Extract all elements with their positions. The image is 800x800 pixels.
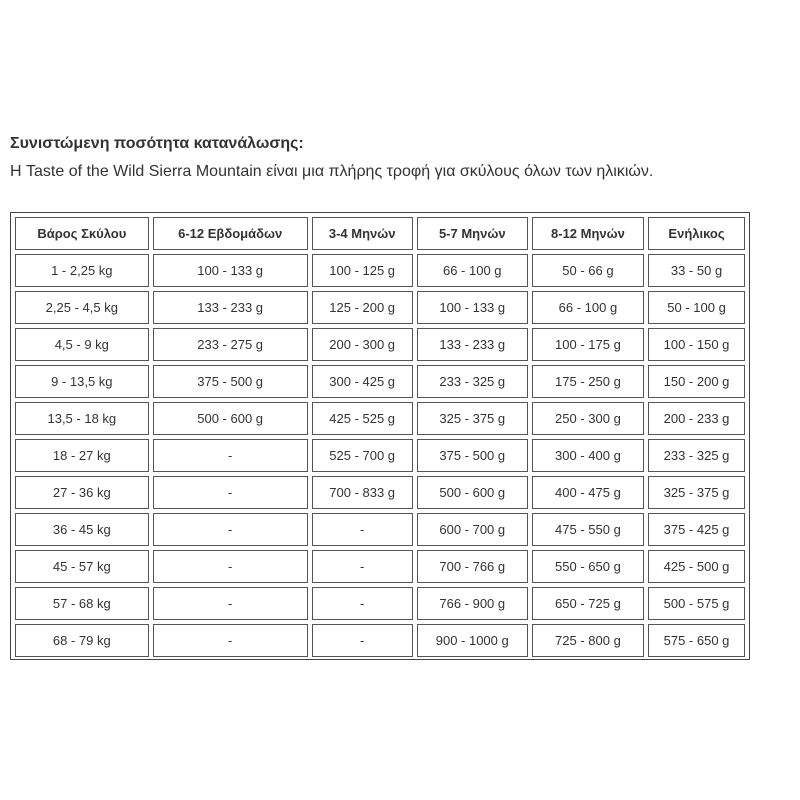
portion-cell: 550 - 650 g	[532, 550, 644, 583]
weight-cell: 27 - 36 kg	[15, 476, 149, 509]
weight-cell: 45 - 57 kg	[15, 550, 149, 583]
table-row	[15, 365, 745, 398]
column-header-6-12-weeks: 6-12 Εβδομάδων	[153, 217, 308, 250]
table-header-row	[15, 217, 745, 250]
portion-cell: -	[312, 587, 413, 620]
portion-cell: 100 - 125 g	[312, 254, 413, 287]
section-heading: Συνιστώμενη ποσότητα κατανάλωσης:	[10, 135, 304, 152]
portion-cell: -	[153, 439, 308, 472]
portion-cell: -	[312, 550, 413, 583]
portion-cell: 150 - 200 g	[648, 365, 745, 398]
portion-cell: 200 - 300 g	[312, 328, 413, 361]
portion-cell: 500 - 575 g	[648, 587, 745, 620]
portion-cell: 400 - 475 g	[532, 476, 644, 509]
portion-cell: 50 - 66 g	[532, 254, 644, 287]
portion-cell: 125 - 200 g	[312, 291, 413, 324]
column-header-dog-weight: Βάρος Σκύλου	[15, 217, 149, 250]
portion-cell: 50 - 100 g	[648, 291, 745, 324]
column-header-3-4-months: 3-4 Μηνών	[312, 217, 413, 250]
portion-cell: 175 - 250 g	[532, 365, 644, 398]
portion-cell: 600 - 700 g	[417, 513, 528, 546]
portion-cell: 300 - 400 g	[532, 439, 644, 472]
intro-text: Η Taste of the Wild Sierra Mountain είναι μια πλήρης τροφή για σκύλους όλων των ηλικιών.	[10, 163, 654, 180]
weight-cell: 2,25 - 4,5 kg	[15, 291, 149, 324]
weight-cell: 36 - 45 kg	[15, 513, 149, 546]
table-row	[15, 550, 745, 583]
portion-cell: 233 - 275 g	[153, 328, 308, 361]
feeding-table-frame	[10, 212, 750, 660]
portion-cell: 100 - 175 g	[532, 328, 644, 361]
table-body	[15, 254, 745, 657]
portion-cell: 375 - 500 g	[153, 365, 308, 398]
portion-cell: -	[153, 587, 308, 620]
portion-cell: -	[153, 550, 308, 583]
portion-cell: 425 - 525 g	[312, 402, 413, 435]
feeding-table	[11, 213, 749, 661]
portion-cell: 100 - 133 g	[153, 254, 308, 287]
portion-cell: 375 - 425 g	[648, 513, 745, 546]
portion-cell: 66 - 100 g	[532, 291, 644, 324]
portion-cell: 766 - 900 g	[417, 587, 528, 620]
portion-cell: 650 - 725 g	[532, 587, 644, 620]
table-row	[15, 476, 745, 509]
portion-cell: 66 - 100 g	[417, 254, 528, 287]
portion-cell: 500 - 600 g	[417, 476, 528, 509]
portion-cell: 725 - 800 g	[532, 624, 644, 657]
table-row	[15, 513, 745, 546]
portion-cell: 133 - 233 g	[153, 291, 308, 324]
portion-cell: 200 - 233 g	[648, 402, 745, 435]
weight-cell: 68 - 79 kg	[15, 624, 149, 657]
portion-cell: 133 - 233 g	[417, 328, 528, 361]
weight-cell: 9 - 13,5 kg	[15, 365, 149, 398]
portion-cell: 900 - 1000 g	[417, 624, 528, 657]
portion-cell: 33 - 50 g	[648, 254, 745, 287]
portion-cell: -	[153, 624, 308, 657]
portion-cell: -	[312, 513, 413, 546]
portion-cell: 100 - 133 g	[417, 291, 528, 324]
column-header-5-7-months: 5-7 Μηνών	[417, 217, 528, 250]
weight-cell: 13,5 - 18 kg	[15, 402, 149, 435]
portion-cell: 325 - 375 g	[417, 402, 528, 435]
portion-cell: 300 - 425 g	[312, 365, 413, 398]
portion-cell: 233 - 325 g	[648, 439, 745, 472]
weight-cell: 1 - 2,25 kg	[15, 254, 149, 287]
portion-cell: 325 - 375 g	[648, 476, 745, 509]
portion-cell: 375 - 500 g	[417, 439, 528, 472]
weight-cell: 18 - 27 kg	[15, 439, 149, 472]
table-row	[15, 402, 745, 435]
weight-cell: 4,5 - 9 kg	[15, 328, 149, 361]
portion-cell: 475 - 550 g	[532, 513, 644, 546]
portion-cell: 525 - 700 g	[312, 439, 413, 472]
column-header-8-12-months: 8-12 Μηνών	[532, 217, 644, 250]
portion-cell: 700 - 766 g	[417, 550, 528, 583]
portion-cell: -	[153, 513, 308, 546]
portion-cell: 700 - 833 g	[312, 476, 413, 509]
portion-cell: -	[312, 624, 413, 657]
column-header-adult: Ενήλικος	[648, 217, 745, 250]
portion-cell: 100 - 150 g	[648, 328, 745, 361]
portion-cell: 425 - 500 g	[648, 550, 745, 583]
portion-cell: 250 - 300 g	[532, 402, 644, 435]
weight-cell: 57 - 68 kg	[15, 587, 149, 620]
table-row	[15, 254, 745, 287]
table-row	[15, 587, 745, 620]
table-row	[15, 439, 745, 472]
table-row	[15, 291, 745, 324]
portion-cell: -	[153, 476, 308, 509]
portion-cell: 233 - 325 g	[417, 365, 528, 398]
portion-cell: 575 - 650 g	[648, 624, 745, 657]
table-row	[15, 328, 745, 361]
table-row	[15, 624, 745, 657]
portion-cell: 500 - 600 g	[153, 402, 308, 435]
